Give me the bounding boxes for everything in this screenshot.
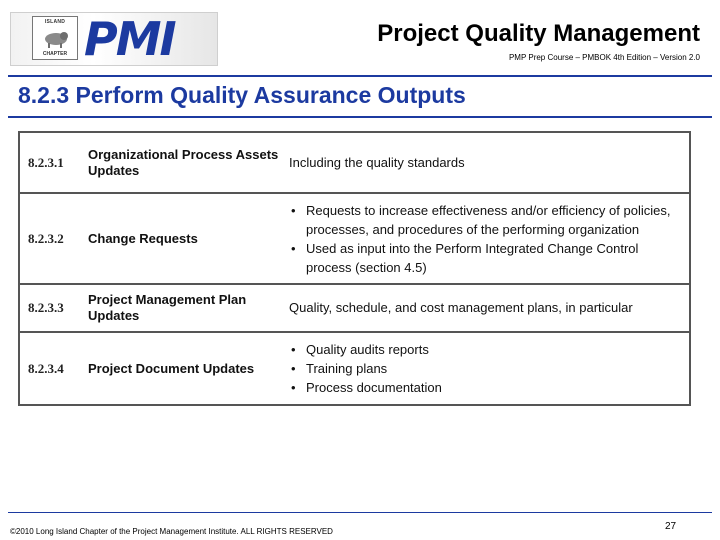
list-item [289, 201, 685, 239]
bullet-icon: • [291, 202, 296, 218]
list-item [289, 340, 685, 359]
row-description [284, 332, 690, 405]
list-item-text: Requests to increase effectiveness and/or efficiency of policies, processes, and procedures of the performing organization [306, 202, 671, 237]
header-title: Project Quality Management [377, 20, 700, 47]
list-item-text: Training plans [306, 361, 388, 376]
row-number: 8.2.3.4 [28, 360, 64, 376]
row-name: Change Requests [88, 230, 198, 246]
emblem-top-text: ISLAND [44, 19, 66, 25]
emblem-bottom-text: CHAPTER [42, 51, 68, 57]
bullet-icon: • [291, 240, 296, 256]
list-item [289, 378, 685, 397]
row-number: 8.2.3.3 [28, 300, 64, 315]
table-row [19, 132, 690, 193]
title-rule [8, 116, 712, 118]
table-row [19, 284, 690, 332]
row-number: 8.2.3.1 [28, 154, 64, 170]
list-item [289, 239, 685, 277]
row-description [284, 193, 690, 284]
row-number: 8.2.3.2 [28, 230, 64, 246]
bullet-icon: • [291, 361, 296, 376]
list-item-text: Quality audits reports [306, 342, 429, 357]
chapter-emblem [32, 16, 78, 60]
table-row [19, 193, 690, 284]
header-subtitle: PMP Prep Course – PMBOK 4th Edition – Version 2.0 [508, 53, 700, 62]
bullet-list [289, 340, 685, 397]
row-description: Including the quality standards [289, 154, 465, 170]
logo [10, 12, 218, 66]
list-item-text: Used as input into the Perform Integrated Change Control process (section 4.5) [306, 240, 639, 275]
row-name: Project Management Plan Updates [88, 292, 247, 323]
bullet-list [289, 201, 685, 277]
list-item [289, 359, 685, 378]
bullet-icon: • [291, 380, 296, 395]
page-number: 27 [665, 521, 677, 532]
outputs-table [18, 131, 691, 406]
slide-title: 8.2.3 Perform Quality Assurance Outputs [18, 82, 466, 108]
table-row [19, 332, 690, 405]
pmi-logo-text: PMI [84, 12, 175, 66]
bullet-icon: • [291, 342, 296, 357]
list-item-text: Process documentation [306, 380, 442, 395]
footer-rule [8, 512, 712, 513]
row-name: Project Document Updates [88, 360, 255, 376]
row-name: Organizational Process Assets Updates [88, 146, 279, 178]
footer-copyright: ©2010 Long Island Chapter of the Project Management Institute. ALL RIGHTS RESERVED [10, 527, 333, 536]
buffalo-icon [42, 27, 70, 49]
row-description: Quality, schedule, and cost management plans, in particular [289, 300, 633, 315]
header-rule [8, 75, 712, 77]
